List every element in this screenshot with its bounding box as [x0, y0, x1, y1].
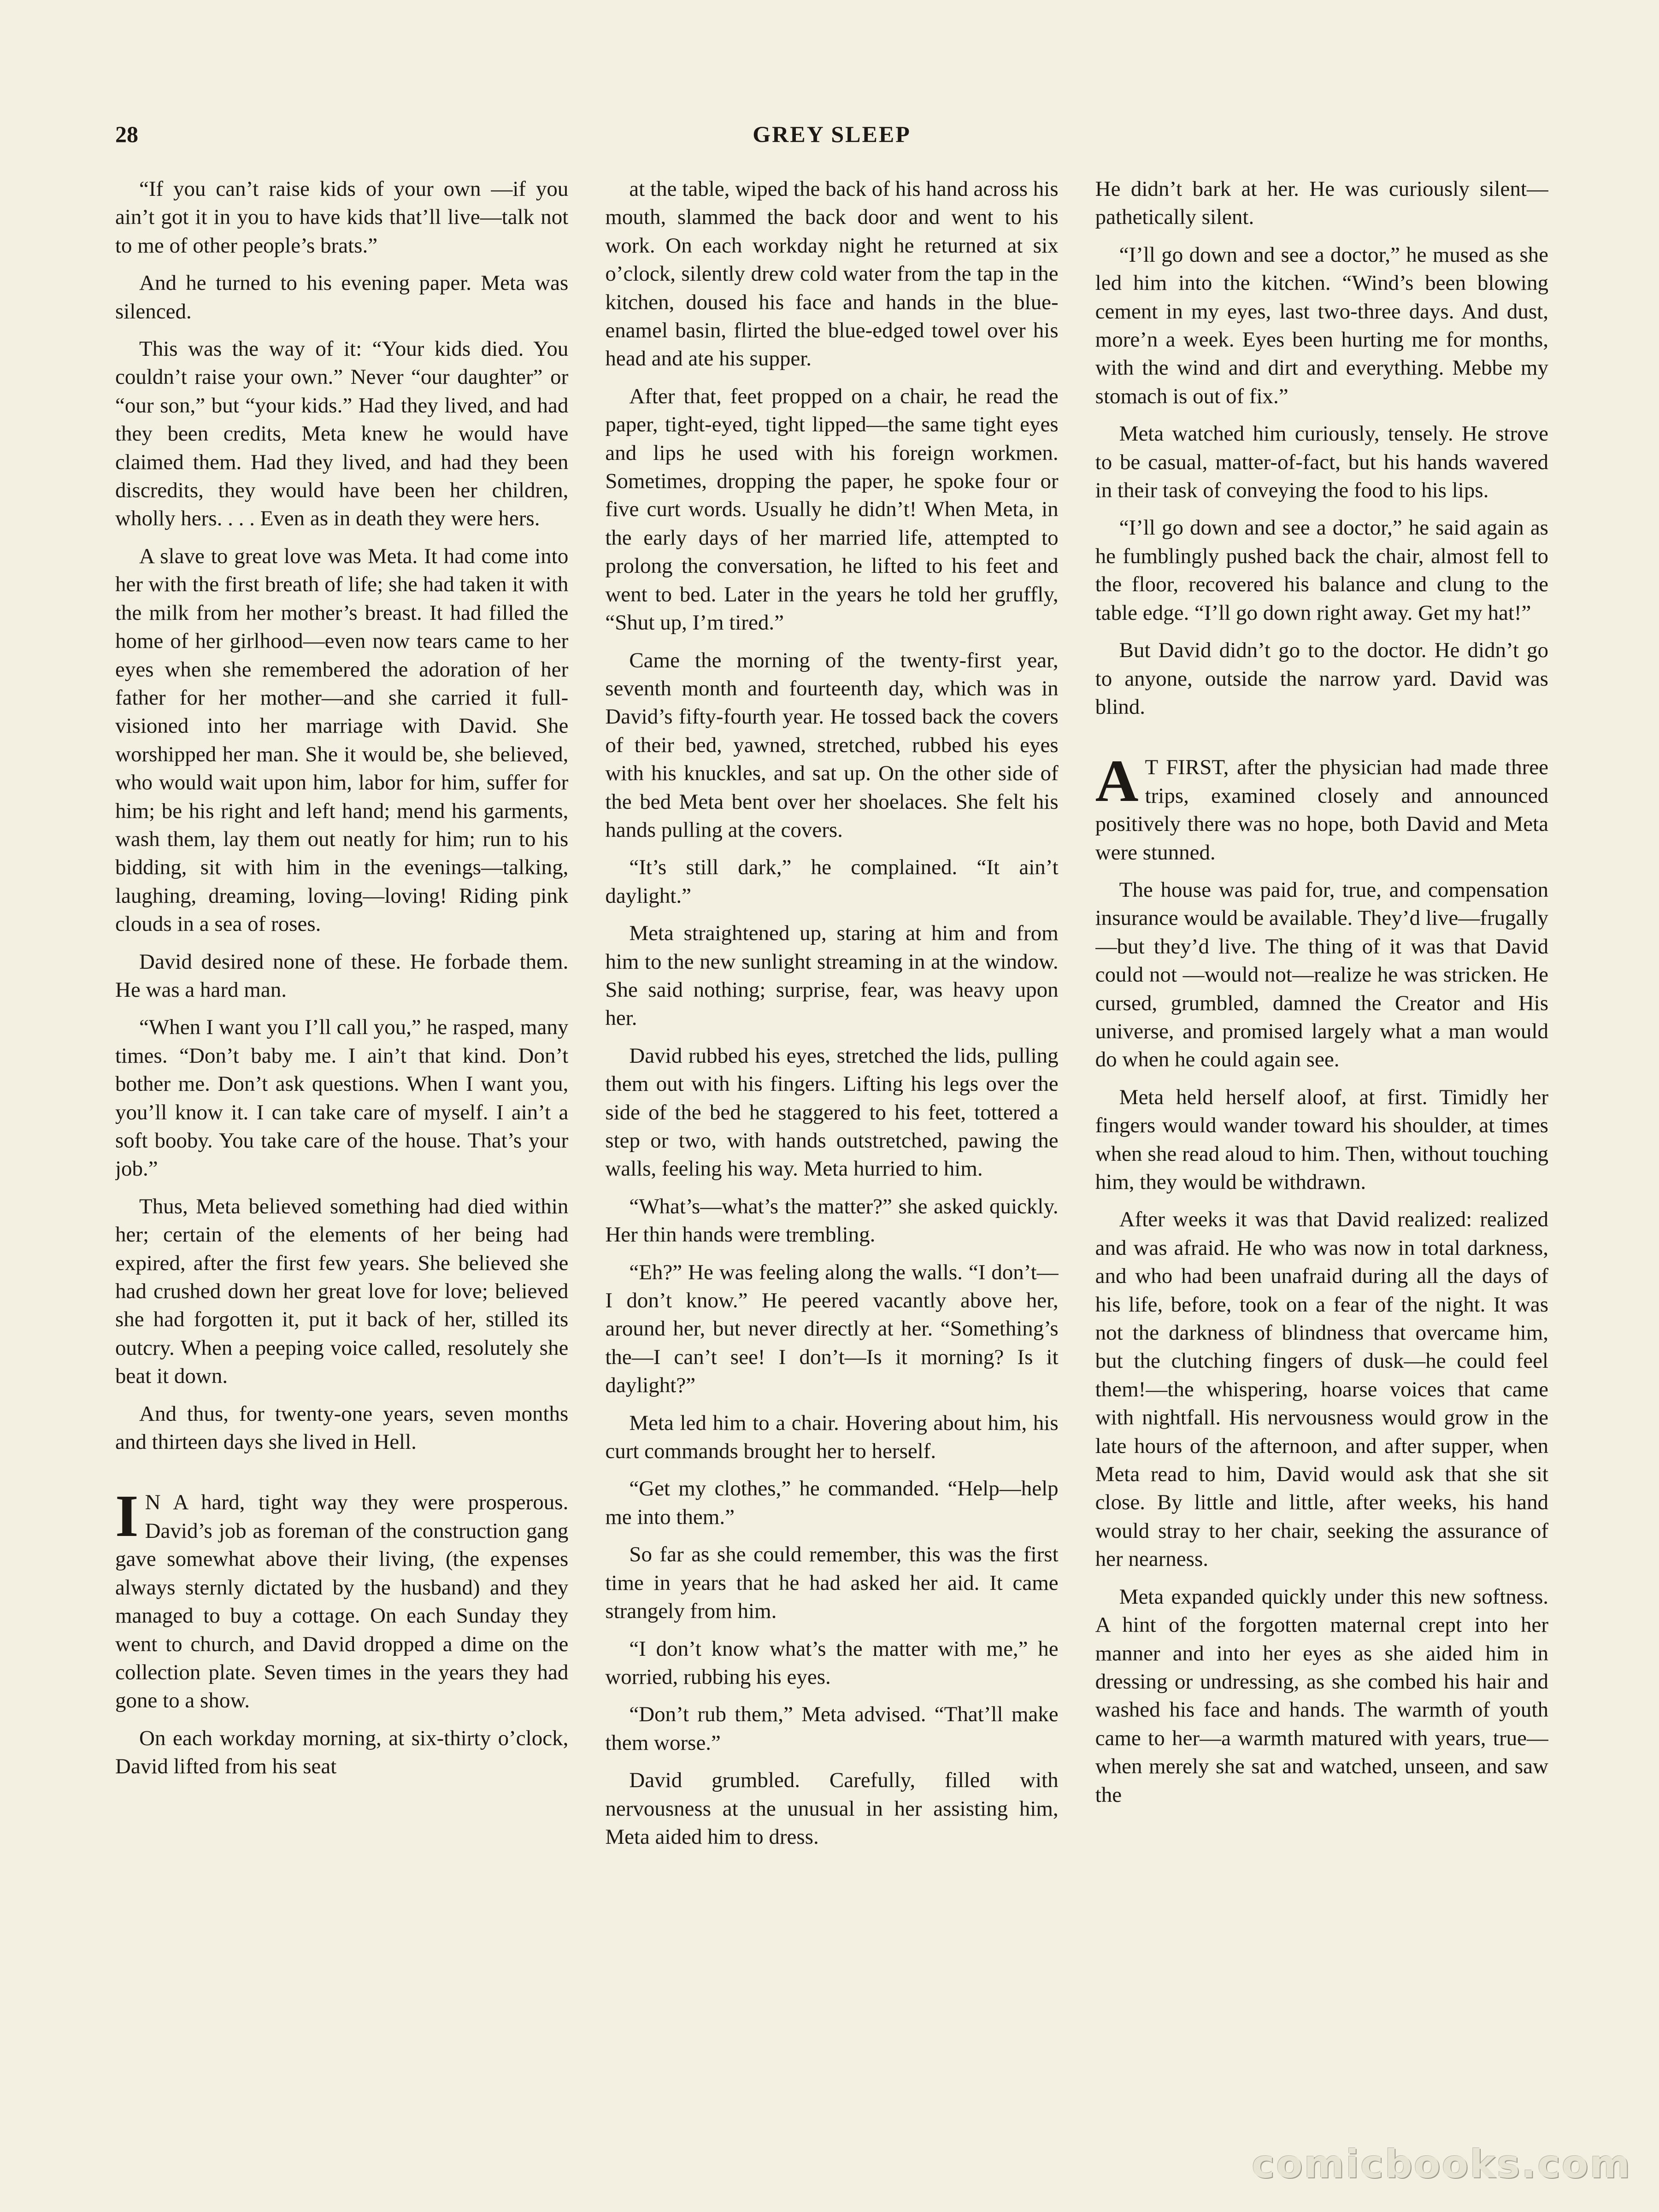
paragraph-text: “If you can’t raise kids of your own —if you ain’t got it in you to have kids that’ll live—talk not to me of other people’s brats.”	[115, 177, 569, 258]
drop-cap: I	[115, 1483, 139, 1550]
paragraph	[115, 1724, 568, 1781]
paragraph	[1095, 1206, 1548, 1573]
paragraph-text: But David didn’t go to the doctor. He didn’t go to anyone, outside the narrow yard. David was blind.	[1095, 638, 1548, 719]
paragraph-text: T FIRST, after the physician had made three trips, examined closely and announced positively there was no hope, both David and Meta were stunned.	[1095, 755, 1548, 865]
paragraph	[605, 1193, 1058, 1249]
paragraph	[605, 1259, 1058, 1400]
paragraph-text: Thus, Meta believed something had died within her; certain of the elements of her being had expired, after the first few years. She believed she had crushed down her great love for love; believed she had forgotten it, put it back of her, stilled its outcry. When a peeping voice called, resolutely she beat it down.	[115, 1194, 569, 1388]
paragraph-text: “When I want you I’ll call you,” he rasped, many times. “Don’t baby me. I ain’t that kind. Don’t bother me. Don’t ask questions. When I want you, you’ll know it. I can take care of myself. I ain’t a soft booby. You take care of the house. That’s your job.”	[115, 1015, 569, 1181]
paragraph-text: “What’s—what’s the matter?” she asked quickly. Her thin hands were trembling.	[605, 1194, 1059, 1247]
drop-cap: A	[1095, 748, 1139, 815]
paragraph	[605, 1475, 1058, 1531]
paragraph-text: at the table, wiped the back of his hand across his mouth, slammed the back door and went to his work. On each workday night he returned at six o’clock, silently drew cold water from the tap in the kitchen, doused his face and hands in the blue-enamel basin, flirted the blue-edged towel over his head and ate his supper.	[605, 177, 1059, 371]
text-column-1	[115, 175, 568, 2092]
text-column-3	[1095, 175, 1548, 2092]
site-watermark: comicbooks.com	[1252, 2141, 1631, 2187]
paragraph-text: David rubbed his eyes, stretched the lids, pulling them out with his fingers. Lifting his legs over the side of the bed he staggered to his feet, tottered a step or two, with hands outstretched, pawing the walls, feeling his way. Meta hurried to him.	[605, 1043, 1059, 1181]
paragraph-text: “I’ll go down and see a doctor,” he mused as she led him into the kitchen. “Wind’s been blowing cement in my eyes, last two-three days. And dust, more’n a week. Eyes been hurting me for months, with the wind and dirt and everything. Mebbe my stomach is out of fix.”	[1095, 242, 1548, 408]
paragraph-text: “Don’t rub them,” Meta advised. “That’ll make them worse.”	[605, 1702, 1059, 1755]
paragraph-text: On each workday morning, at six-thirty o’clock, David lifted from his seat	[115, 1726, 569, 1779]
text-columns	[115, 175, 1548, 2092]
page-header	[115, 121, 1548, 158]
paragraph-text: A slave to great love was Meta. It had come into her with the first breath of life; she had taken it with the milk from her mother’s breast. It had filled the home of her girlhood—even now tears came to her eyes when she remembered the adoration of her father for her mother—and she carried it full-visioned into her marriage with David. She worshipped her man. She it would be, she believed, who would wait upon him, labor for him, suffer for him; be his right and left hand; mend his garments, wash them, lay them out neatly for him; run to his bidding, sit with him in the evenings—talking, laughing, dreaming, loving—loving! Riding pink clouds in a sea of roses.	[115, 544, 569, 936]
page-number: 28	[115, 121, 138, 147]
paragraph	[1095, 1083, 1548, 1197]
paragraph	[605, 853, 1058, 910]
paragraph-text: After that, feet propped on a chair, he read the paper, tight-eyed, tight lipped—the same tight eyes and lips he used with his foreign workmen. Sometimes, dropping the paper, he spoke four or five curt words. Usually he didn’t! When Meta, in the early days of her married life, attempted to prolong the conversation, he lifted to his feet and went to bed. Later in the years he told her gruffly, “Shut up, I’m tired.”	[605, 384, 1059, 635]
paragraph	[115, 269, 568, 326]
paragraph	[605, 1541, 1058, 1625]
paragraph	[1095, 748, 1548, 867]
paragraph	[1095, 1583, 1548, 1809]
paragraph	[1095, 876, 1548, 1074]
paragraph-text: “Eh?” He was feeling along the walls. “I don’t—I don’t know.” He peered vacantly above her, around her, but never directly at her. “Something’s the—I can’t see! I don’t—Is it morning? Is it daylight?”	[605, 1260, 1059, 1398]
running-title: GREY SLEEP	[753, 121, 911, 147]
paragraph	[605, 1766, 1058, 1851]
paragraph	[605, 1409, 1058, 1466]
paragraph	[115, 1483, 569, 1715]
paragraph-text: Came the morning of the twenty-first year, seventh month and fourteenth day, which was in David’s fifty-fourth year. He tossed back the covers of their bed, yawned, stretched, rubbed his eyes with his knuckles, and sat up. On the other side of the bed Meta bent over her shoelaces. She felt his hands pulling at the covers.	[605, 648, 1059, 842]
paragraph	[605, 919, 1058, 1033]
paragraph-text: “Get my clothes,” he commanded. “Help—help me into them.”	[605, 1477, 1059, 1529]
paragraph	[115, 1193, 568, 1391]
paragraph	[115, 175, 568, 260]
paragraph	[1095, 175, 1548, 232]
paragraph-text: The house was paid for, true, and compensation insurance would be available. They’d live—frugally—but they’d live. The thing of it was that David could not —would not—realize he was stricken. He cursed, grumbled, damned the Creator and His universe, and promised largely what a man would do when he could again see.	[1095, 877, 1548, 1072]
paragraph	[115, 1400, 568, 1457]
paragraph	[115, 1013, 568, 1183]
paragraph-text: So far as she could remember, this was the first time in years that he had asked her aid. It came strangely from him.	[605, 1542, 1059, 1624]
paragraph	[1095, 241, 1548, 411]
paragraph-text: This was the way of it: “Your kids died. You couldn’t raise your own.” Never “our daughter” or “our son,” but “your kids.” Had they lived, and had they been credits, Meta knew he would have claimed them. Had they lived, and had they been discredits, they would have been her children, wholly hers. . . . Even as in death they were hers.	[115, 337, 569, 531]
paragraph	[605, 647, 1058, 845]
paragraph-text: “I don’t know what’s the matter with me,” he worried, rubbing his eyes.	[605, 1636, 1059, 1689]
paragraph	[115, 335, 568, 533]
paragraph-text: Meta straightened up, staring at him and from him to the new sunlight streaming in at the window. She said nothing; surprise, fear, was heavy upon her.	[605, 921, 1059, 1030]
paragraph-text: He didn’t bark at her. He was curiously silent—pathetically silent.	[1095, 177, 1548, 229]
paragraph	[1095, 420, 1548, 505]
paragraph	[1095, 514, 1548, 627]
paragraph-text: David grumbled. Carefully, filled with nervousness at the unusual in her assisting him, Meta aided him to dress.	[605, 1768, 1059, 1849]
paragraph	[1095, 636, 1548, 721]
paragraph-text: “It’s still dark,” he complained. “It ain’t daylight.”	[605, 855, 1059, 908]
paragraph-text: “I’ll go down and see a doctor,” he said again as he fumblingly pushed back the chair, almost fell to the floor, recovered his balance and clung to the table edge. “I’ll go down right away. Get my hat!”	[1095, 516, 1548, 625]
paragraph	[605, 382, 1058, 637]
paragraph	[605, 1700, 1058, 1757]
paragraph	[115, 948, 568, 1005]
paragraph-text: Meta held herself aloof, at first. Timidly her fingers would wander toward his shoulder, at times when she read aloud to him. Then, without touching him, they would be withdrawn.	[1095, 1085, 1548, 1194]
paragraph	[605, 1042, 1058, 1183]
paragraph-text: David desired none of these. He forbade them. He was a hard man.	[115, 949, 569, 1002]
paragraph-text: After weeks it was that David realized: realized and was afraid. He who was now in total darkness, and who had been unafraid during all the days of his life, before, took on a fear of the night. It was not the darkness of blindness that overcame him, but the clutching fingers of dusk—he could feel them!—the whispering, hoarse voices that came with nightfall. His nervousness would grow in the late hours of the afternoon, and after supper, when Meta read to him, David would ask that she sit close. By little and little, after weeks, his hand would stray to her chair, seeking the assurance of her nearness.	[1095, 1207, 1548, 1571]
text-column-2	[605, 175, 1058, 2092]
paragraph-text: N A hard, tight way they were prosperous. David’s job as foreman of the construction gang gave somewhat above their living, (the expenses always sternly dictated by the husband) and they managed to buy a cottage. On each Sunday they went to church, and David dropped a dime on the collection plate. Seven times in the years they had gone to a show.	[115, 1490, 569, 1713]
paragraph	[605, 175, 1058, 373]
paragraph-text: Meta watched him curiously, tensely. He strove to be casual, matter-of-fact, but his hands wavered in their task of conveying the food to his lips.	[1095, 422, 1548, 503]
paragraph	[115, 542, 568, 939]
paragraph-text: And he turned to his evening paper. Meta was silenced.	[115, 271, 569, 324]
paragraph-text: Meta led him to a chair. Hovering about him, his curt commands brought her to herself.	[605, 1411, 1059, 1464]
paragraph-text: And thus, for twenty-one years, seven months and thirteen days she lived in Hell.	[115, 1401, 569, 1454]
paragraph	[605, 1635, 1058, 1692]
paragraph-text: Meta expanded quickly under this new softness. A hint of the forgotten maternal crept into her manner and into her eyes as she aided him in dressing or undressing, as she combed his hair and washed his face and hands. The warmth of youth came to her—a warmth matured with years, true—when merely she sat and watched, unseen, and saw the	[1095, 1584, 1548, 1807]
